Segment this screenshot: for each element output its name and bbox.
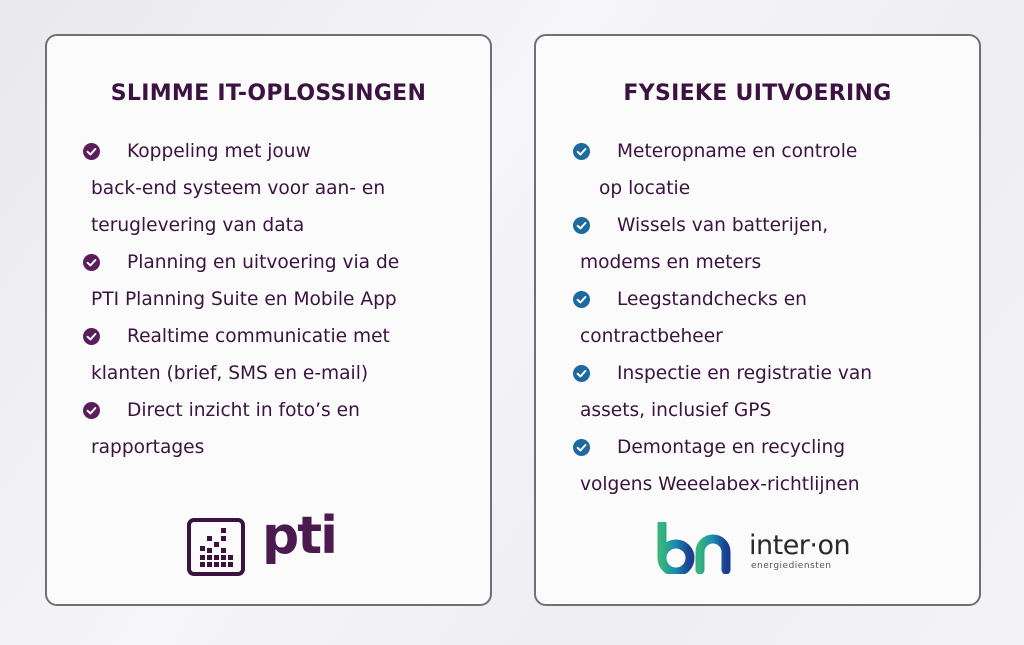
inter-on-logo-text: inter·on: [749, 530, 851, 561]
check-circle-icon: [83, 328, 100, 345]
physical-execution-card: [534, 34, 981, 606]
it-solutions-card: [45, 34, 492, 606]
list-item-text: op locatie: [599, 178, 691, 199]
list-item-text: Direct inzicht in foto’s en: [127, 400, 360, 421]
inter-on-logo-subtext: energiediensten: [751, 561, 832, 571]
list-item: [47, 318, 490, 392]
list-item: [47, 244, 490, 318]
check-circle-icon: [83, 402, 100, 419]
card-title: FYSIEKE UITVOERING: [623, 81, 892, 106]
inter-on-bn-logo-icon: [656, 522, 736, 574]
list-item-text: volgens Weeelabex-richtlijnen: [580, 474, 860, 495]
list-item-text: Realtime communicatie met: [127, 326, 390, 347]
list-item-text: klanten (brief, SMS en e-mail): [91, 363, 369, 384]
list-item: [536, 281, 979, 355]
list-item-text: assets, inclusief GPS: [580, 400, 772, 421]
check-circle-icon: [573, 439, 590, 456]
list-item-text: teruglevering van data: [91, 215, 305, 236]
feature-list: [536, 133, 979, 503]
check-circle-icon: [83, 143, 100, 160]
pti-logo-text: pti: [262, 506, 336, 566]
list-item: [536, 133, 979, 207]
list-item: [47, 133, 490, 244]
list-item-text: PTI Planning Suite en Mobile App: [91, 289, 397, 310]
list-item-text: rapportages: [91, 437, 205, 458]
list-item-text: Leegstandchecks en: [617, 289, 807, 310]
list-item-text: Inspectie en registratie van: [617, 363, 873, 384]
list-item-text: Meteropname en controle: [617, 141, 858, 162]
list-item-text: modems en meters: [580, 252, 762, 273]
list-item: [536, 429, 979, 503]
list-item: [47, 392, 490, 466]
list-item-text: Wissels van batterijen,: [617, 215, 829, 236]
check-circle-icon: [573, 143, 590, 160]
pti-logo: [187, 506, 357, 578]
list-item-text: back-end systeem voor aan- en: [91, 178, 386, 199]
list-item: [536, 355, 979, 429]
check-circle-icon: [573, 365, 590, 382]
feature-list: [47, 133, 490, 466]
check-circle-icon: [573, 217, 590, 234]
list-item-text: contractbeheer: [580, 326, 723, 347]
list-item-text: Koppeling met jouw: [127, 141, 311, 162]
list-item-text: Planning en uitvoering via de: [127, 252, 400, 273]
pti-grid-logo-icon: [187, 518, 245, 576]
list-item-text: Demontage en recycling: [617, 437, 846, 458]
check-circle-icon: [83, 254, 100, 271]
card-title: SLIMME IT-OPLOSSINGEN: [110, 81, 427, 106]
check-circle-icon: [573, 291, 590, 308]
inter-on-logo: [656, 518, 866, 578]
list-item: [536, 207, 979, 281]
